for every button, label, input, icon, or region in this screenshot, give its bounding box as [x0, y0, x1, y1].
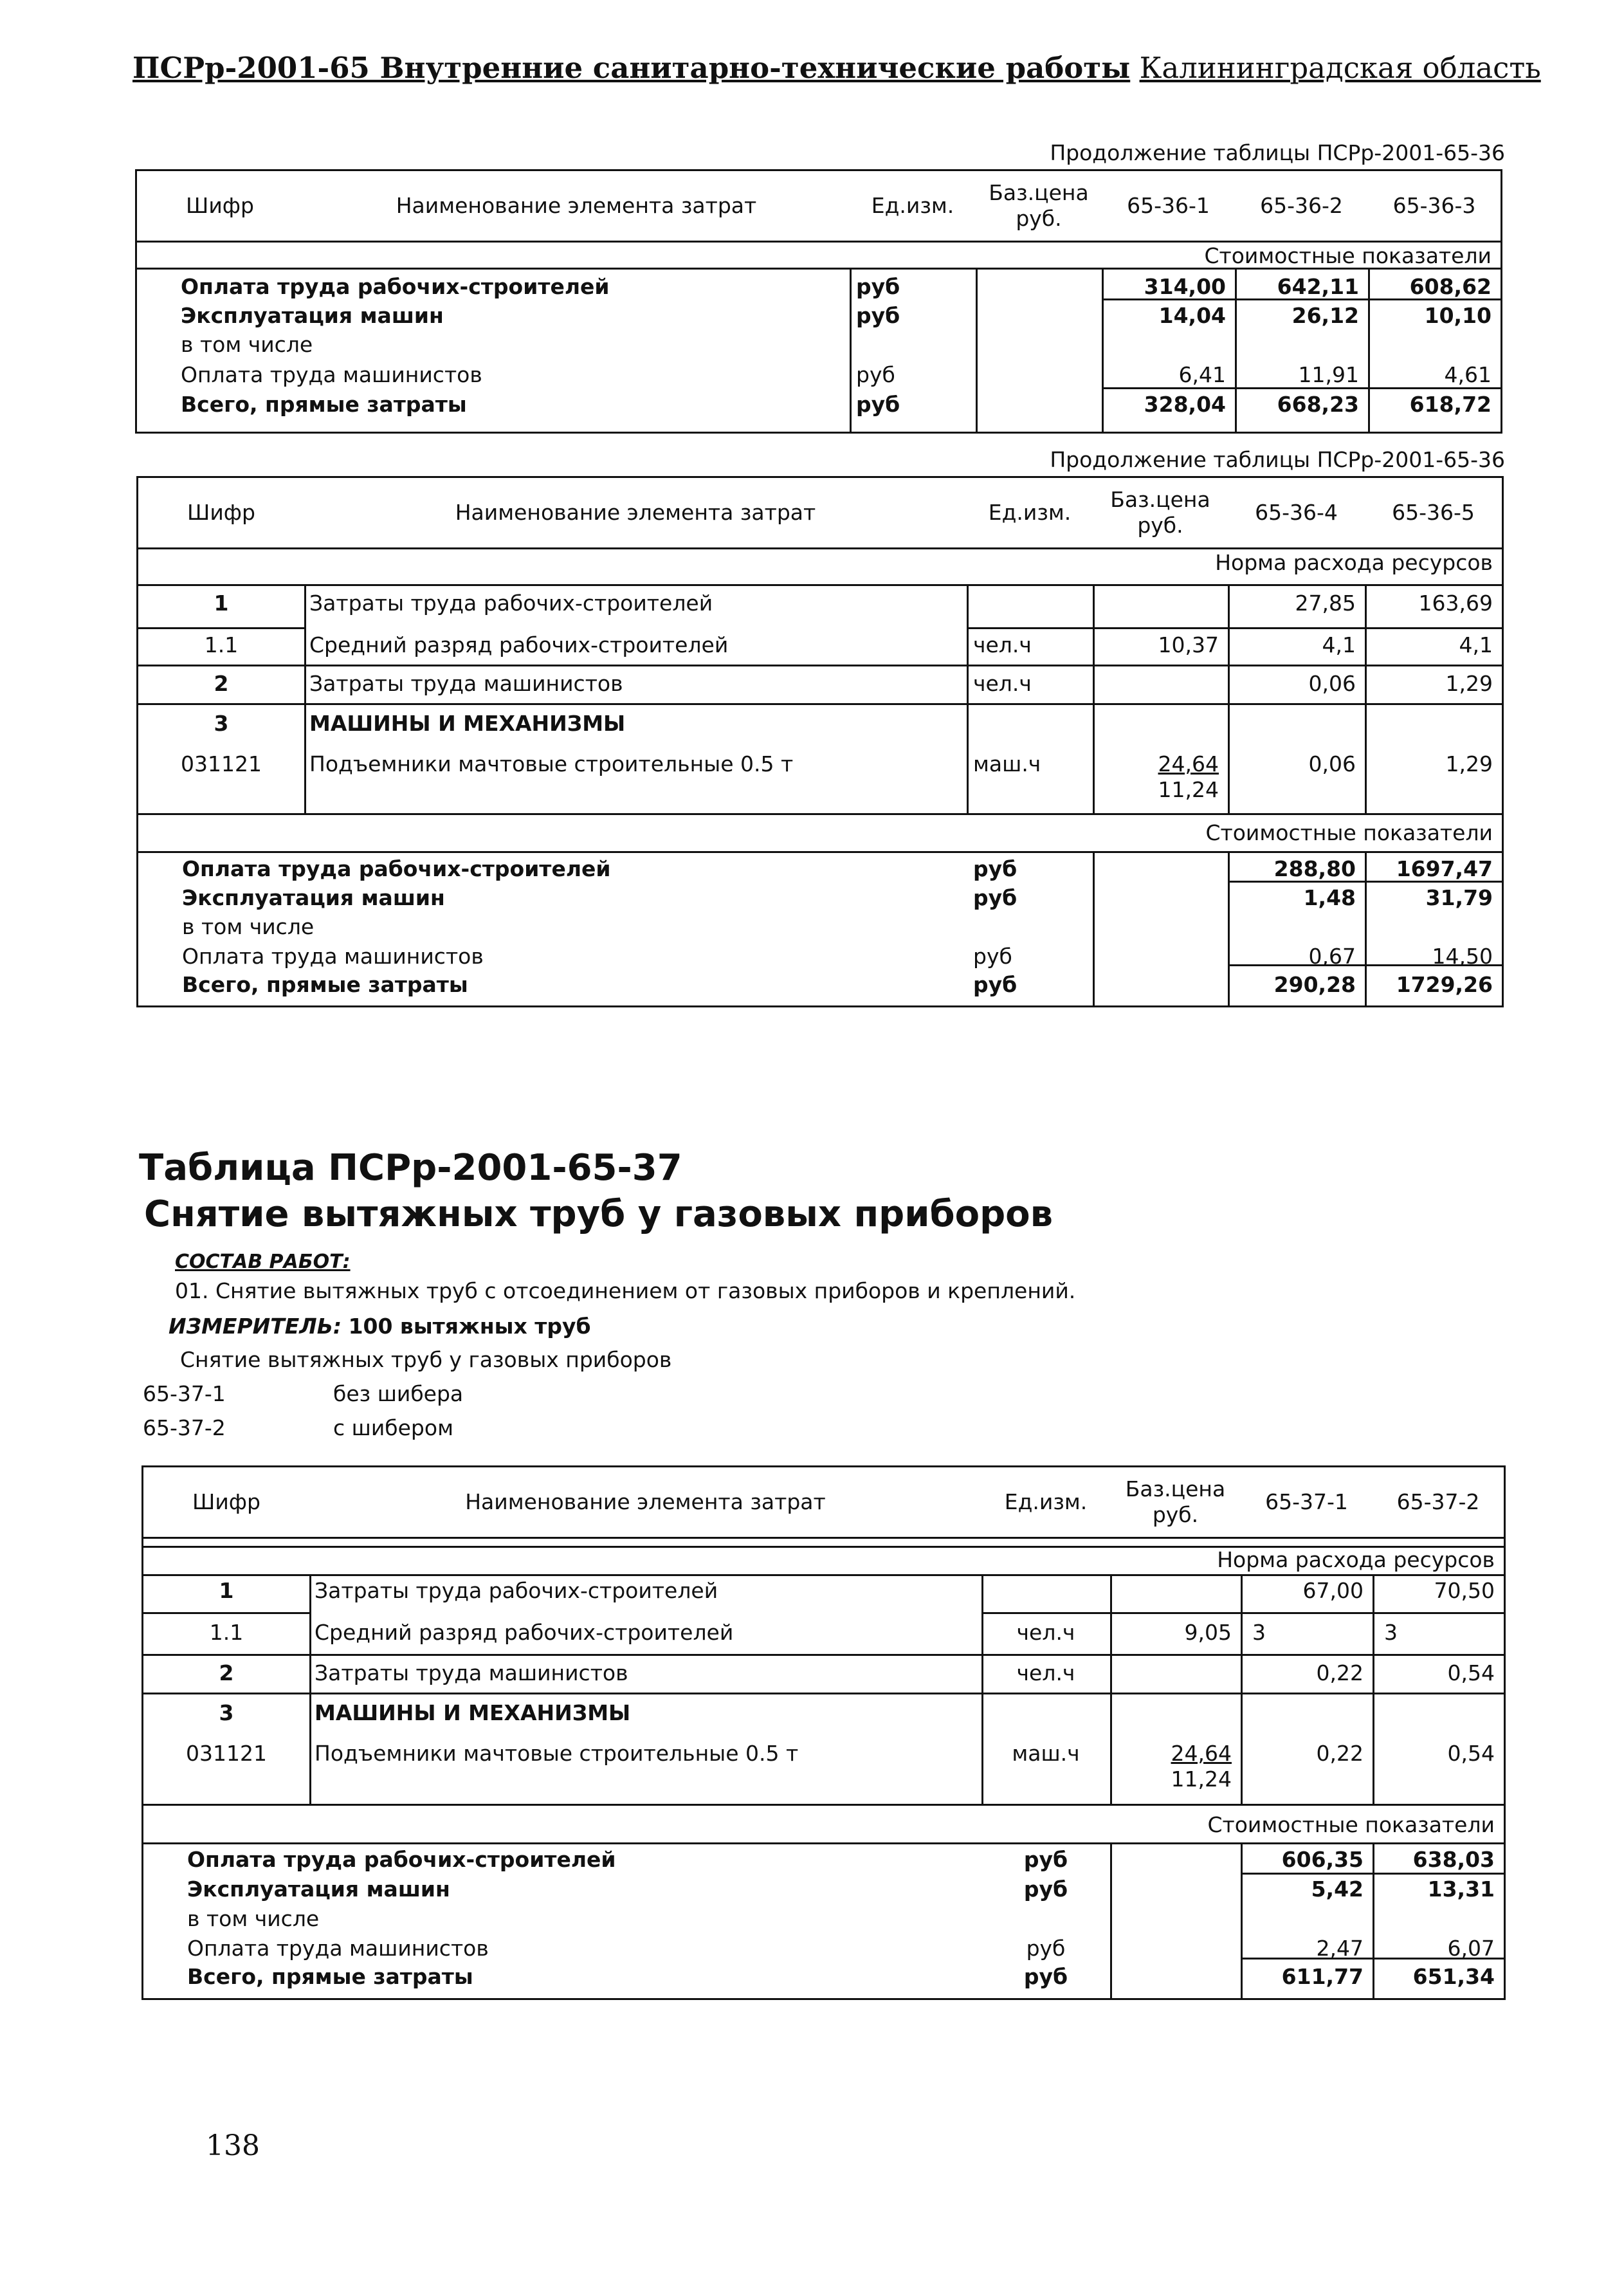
table1-caption: Продолжение таблицы ПСРр-2001-65-36 [1050, 140, 1505, 165]
table3-section-norm: Норма расхода ресурсов [1217, 1547, 1495, 1572]
table3-head-unit: Ед.изм. [1004, 1489, 1088, 1514]
table3-c2-v1: 5,42 [1311, 1877, 1364, 1902]
table2-r5-name: Подъемники мачтовые строительные 0.5 т [309, 751, 794, 776]
table3-c4-unit: руб [1026, 1936, 1066, 1961]
table3-r3-unit: чел.ч [1016, 1660, 1075, 1685]
table2-c2-v1: 1,48 [1303, 885, 1356, 910]
table2-r1-v1: 27,85 [1295, 591, 1356, 616]
table3-c2-unit: руб [1023, 1877, 1068, 1902]
table3-r3-code: 2 [219, 1660, 234, 1685]
table2-r3-name: Затраты труда машинистов [309, 671, 623, 696]
items-title: Снятие вытяжных труб у газовых приборов [180, 1347, 672, 1372]
table2-r3-unit: чел.ч [973, 671, 1032, 696]
header-region: Калининградская область [1139, 51, 1541, 85]
table2-c1-unit: руб [973, 856, 1017, 881]
table3-r5-unit: маш.ч [1012, 1741, 1080, 1766]
table2-r2-name: Средний разряд рабочих-строителей [309, 632, 729, 657]
item-desc-2: с шибером [333, 1415, 453, 1440]
table1-row2-unit: руб [856, 303, 900, 328]
table2-c2-unit: руб [973, 885, 1017, 910]
table1-head-unit: Ед.изм. [871, 193, 954, 218]
table3-c5-name: Всего, прямые затраты [187, 1964, 473, 1989]
table3-head-col2: 65-37-2 [1396, 1489, 1480, 1514]
table1-row1-name: Оплата труда рабочих-строителей [181, 274, 610, 299]
table3-r5-code: 031121 [186, 1741, 267, 1766]
table2-c5-v2: 1729,26 [1396, 972, 1493, 997]
table1-header-row [137, 171, 1501, 243]
table3-c5-unit: руб [1023, 1964, 1068, 1989]
table1-row2-v1: 14,04 [1158, 303, 1226, 328]
table2-section-cost: Стоимостные показатели [1205, 820, 1493, 845]
table2-c1-name: Оплата труда рабочих-строителей [182, 856, 611, 881]
table1-row2-name: Эксплуатация машин [181, 303, 444, 328]
table37-title: Таблица ПСРр-2001-65-37 [139, 1147, 682, 1189]
item-code-1: 65-37-1 [143, 1381, 226, 1406]
table2-head-unit: Ед.изм. [988, 500, 1072, 525]
table3 [141, 1465, 1506, 2000]
item-desc-1: без шибера [333, 1381, 464, 1406]
table1-row2-v2: 26,12 [1291, 303, 1359, 328]
table2-c3-name: в том числе [182, 914, 315, 939]
table2-head-name: Наименование элемента затрат [455, 500, 816, 525]
table2-r2-v1: 4,1 [1322, 632, 1356, 657]
table3-c1-unit: руб [1023, 1847, 1068, 1872]
table2-caption: Продолжение таблицы ПСРр-2001-65-36 [1050, 447, 1505, 472]
table2-r2-code: 1.1 [204, 632, 239, 657]
table1-row5-name: Всего, прямые затраты [181, 392, 467, 417]
table1-row3-name: в том числе [181, 332, 313, 357]
table1-head-code: Шифр [186, 193, 254, 218]
table2-r5-v1: 0,06 [1308, 751, 1356, 776]
table2 [136, 476, 1504, 1007]
table2-c2-name: Эксплуатация машин [182, 885, 445, 910]
table3-r5-price: 24,64 [1171, 1741, 1232, 1766]
table1 [135, 169, 1502, 434]
table3-c4-v2: 6,07 [1447, 1936, 1495, 1961]
table1-head-col1: 65-36-1 [1127, 193, 1210, 218]
table3-c3-name: в том числе [187, 1906, 320, 1931]
table2-c4-v1: 0,67 [1308, 944, 1356, 969]
table2-r2-price: 10,37 [1158, 632, 1219, 657]
table2-c5-unit: руб [973, 972, 1017, 997]
table1-head-name: Наименование элемента затрат [396, 193, 757, 218]
table2-r4-name: МАШИНЫ И МЕХАНИЗМЫ [309, 711, 626, 736]
table2-c2-v2: 31,79 [1425, 885, 1493, 910]
table3-r4-name: МАШИНЫ И МЕХАНИЗМЫ [315, 1700, 631, 1725]
table3-r1-v1: 67,00 [1302, 1578, 1364, 1603]
table1-row5-v3: 618,72 [1409, 392, 1492, 417]
item-code-2: 65-37-2 [143, 1415, 226, 1440]
meter-label: ИЗМЕРИТЕЛЬ: [169, 1314, 342, 1339]
table2-r5-v2: 1,29 [1445, 751, 1493, 776]
table3-r5-price2: 11,24 [1171, 1767, 1232, 1792]
table3-r5-v1: 0,22 [1316, 1741, 1364, 1766]
table3-r3-name: Затраты труда машинистов [315, 1660, 628, 1685]
table2-c1-v2: 1697,47 [1396, 856, 1493, 881]
table2-r3-v1: 0,06 [1308, 671, 1356, 696]
table1-row1-v3: 608,62 [1409, 274, 1492, 299]
table1-row4-v2: 11,91 [1298, 362, 1359, 387]
table3-head-name: Наименование элемента затрат [465, 1489, 826, 1514]
table2-head-col2: 65-36-5 [1392, 500, 1475, 525]
table2-c4-unit: руб [973, 944, 1012, 969]
table2-r2-v2: 4,1 [1459, 632, 1493, 657]
table3-head-code: Шифр [192, 1489, 260, 1514]
table3-r4-code: 3 [219, 1700, 234, 1725]
table3-c1-v1: 606,35 [1281, 1847, 1364, 1872]
table1-row4-name: Оплата труда машинистов [181, 362, 482, 387]
table2-r5-price: 24,64 [1158, 751, 1219, 776]
table3-c5-v2: 651,34 [1412, 1964, 1495, 1989]
table2-header-row [138, 478, 1502, 549]
table1-row1-v2: 642,11 [1277, 274, 1359, 299]
table3-header-row [143, 1467, 1504, 1539]
table2-r1-code: 1 [214, 591, 229, 616]
table1-row1-v1: 314,00 [1144, 274, 1226, 299]
page-number: 138 [206, 2129, 260, 2162]
table2-r5-unit: маш.ч [973, 751, 1041, 776]
table37-subtitle: Снятие вытяжных труб у газовых приборов [144, 1193, 1054, 1235]
table3-r1-code: 1 [219, 1578, 234, 1603]
table2-head-price: Баз.цена руб. [1110, 487, 1210, 538]
table3-r5-v2: 0,54 [1447, 1741, 1495, 1766]
table3-head-col1: 65-37-1 [1265, 1489, 1348, 1514]
table1-section-cost: Стоимостные показатели [1204, 243, 1492, 268]
table2-section-norm: Норма расхода ресурсов [1215, 550, 1493, 575]
table2-r5-code: 031121 [181, 751, 262, 776]
table3-head-price: Баз.цена руб. [1125, 1476, 1226, 1527]
table3-r1-name: Затраты труда рабочих-строителей [315, 1578, 718, 1603]
table2-head-code: Шифр [187, 500, 255, 525]
table1-head-price: Баз.цена руб. [989, 180, 1089, 231]
table1-row1-unit: руб [856, 274, 900, 299]
table1-row5-v2: 668,23 [1277, 392, 1359, 417]
table2-r3-code: 2 [214, 671, 229, 696]
work-composition-label: СОСТАВ РАБОТ: [175, 1251, 351, 1273]
page-header [132, 50, 1541, 86]
table2-r2-unit: чел.ч [973, 632, 1032, 657]
table1-row5-unit: руб [856, 392, 900, 417]
table3-r2-price: 9,05 [1184, 1620, 1232, 1645]
table2-c5-name: Всего, прямые затраты [182, 972, 468, 997]
table3-c2-name: Эксплуатация машин [187, 1877, 450, 1902]
table3-r2-name: Средний разряд рабочих-строителей [315, 1620, 734, 1645]
table3-r3-v2: 0,54 [1447, 1660, 1495, 1685]
work-item: 01. Снятие вытяжных труб с отсоединением от газовых приборов и креплений. [175, 1278, 1076, 1303]
table2-head-col1: 65-36-4 [1255, 500, 1338, 525]
table1-head-col2: 65-36-2 [1260, 193, 1343, 218]
meter-line [169, 1312, 591, 1341]
table3-c1-name: Оплата труда рабочих-строителей [187, 1847, 616, 1872]
table2-r1-v2: 163,69 [1418, 591, 1493, 616]
table2-r5-price2: 11,24 [1158, 777, 1219, 802]
table3-r1-v2: 70,50 [1434, 1578, 1495, 1603]
table2-c5-v1: 290,28 [1273, 972, 1356, 997]
table1-row4-v1: 6,41 [1178, 362, 1226, 387]
table3-c2-v2: 13,31 [1427, 1877, 1495, 1902]
table1-row5-v1: 328,04 [1144, 392, 1226, 417]
table3-r5-name: Подъемники мачтовые строительные 0.5 т [315, 1741, 799, 1766]
table1-head-col3: 65-36-3 [1392, 193, 1476, 218]
table3-r2-code: 1.1 [209, 1620, 244, 1645]
table2-r3-v2: 1,29 [1445, 671, 1493, 696]
table2-c4-name: Оплата труда машинистов [182, 944, 484, 969]
table3-section-cost: Стоимостные показатели [1207, 1812, 1495, 1837]
table3-c4-name: Оплата труда машинистов [187, 1936, 489, 1961]
table3-r2-v2: 3 [1384, 1620, 1398, 1645]
table3-c5-v1: 611,77 [1281, 1964, 1364, 1989]
table3-r3-v1: 0,22 [1316, 1660, 1364, 1685]
table1-row2-v3: 10,10 [1424, 303, 1492, 328]
table3-r2-v1: 3 [1252, 1620, 1266, 1645]
table2-c1-v1: 288,80 [1273, 856, 1356, 881]
header-collection-title: ПСРр-2001-65 Внутренние санитарно-технические работы [132, 51, 1131, 85]
table3-r2-unit: чел.ч [1016, 1620, 1075, 1645]
table1-row4-unit: руб [856, 362, 895, 387]
table3-c4-v1: 2,47 [1316, 1936, 1364, 1961]
table1-row4-v3: 4,61 [1444, 362, 1492, 387]
table2-r1-name: Затраты труда рабочих-строителей [309, 591, 713, 616]
table2-c4-v2: 14,50 [1432, 944, 1493, 969]
table3-c1-v2: 638,03 [1412, 1847, 1495, 1872]
table2-r4-code: 3 [214, 711, 229, 736]
meter-value: 100 вытяжных труб [348, 1314, 591, 1339]
